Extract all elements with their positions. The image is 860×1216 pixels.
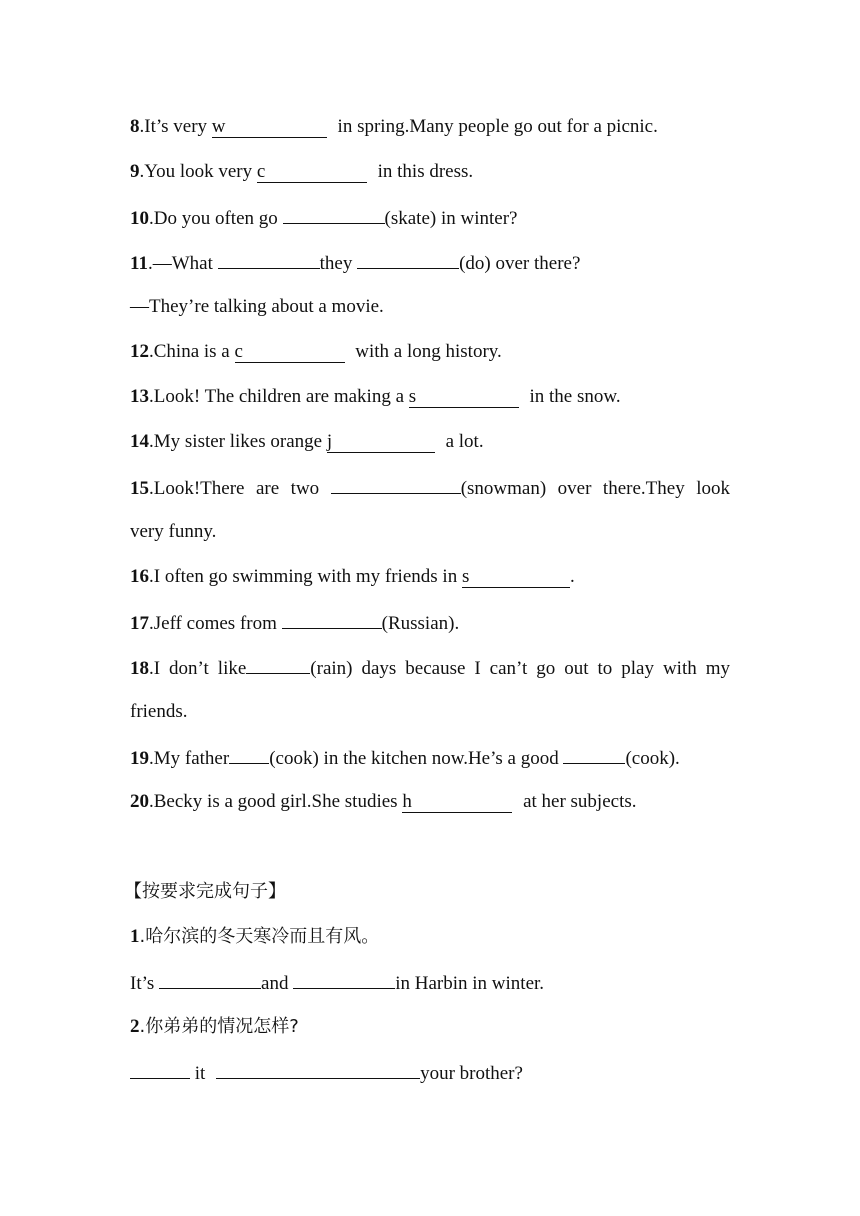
sentence-text: and: [261, 973, 294, 994]
answer-blank[interactable]: [357, 248, 459, 269]
answer-blank[interactable]: [293, 968, 395, 989]
question-number: 16: [130, 566, 149, 587]
question-number: 19: [130, 748, 149, 769]
answer-blank[interactable]: [216, 1058, 420, 1079]
question-text: (cook).: [625, 748, 680, 769]
question-10: [130, 203, 730, 231]
question-text: .You look very: [139, 161, 257, 182]
sentence-2-answer: [130, 1058, 730, 1086]
question-text: in spring.Many people go out for a picnic.: [332, 116, 658, 137]
question-text: .—What: [147, 253, 218, 274]
question-text: .My sister likes orange: [149, 431, 327, 452]
sentence-number: 2: [130, 1016, 140, 1037]
answer-blank[interactable]: [409, 387, 519, 408]
answer-blank[interactable]: [235, 342, 345, 363]
question-number: 12: [130, 341, 149, 362]
question-number: 20: [130, 791, 149, 812]
section-heading: 【按要求完成句子】: [124, 881, 286, 902]
answer-blank[interactable]: [159, 968, 261, 989]
chinese-prompt: .哈尔滨的冬天寒冷而且有风。: [139, 926, 380, 947]
question-text: .Look!There are two: [149, 478, 331, 499]
question-number: 18: [130, 658, 149, 679]
question-number: 9: [130, 161, 140, 182]
question-19: [130, 743, 730, 771]
question-9: [130, 158, 730, 186]
sentence-text: in Harbin in winter.: [395, 973, 545, 994]
answer-blank[interactable]: [257, 162, 367, 183]
question-number: 8: [130, 116, 140, 137]
question-15-continued: very funny.: [130, 521, 217, 542]
question-text: .It’s very: [139, 116, 212, 137]
question-text: .I don’t like: [149, 658, 247, 679]
question-text: (do) over there?: [459, 253, 581, 274]
question-number: 13: [130, 386, 149, 407]
question-20: [130, 788, 730, 816]
question-14: [130, 428, 730, 456]
answer-blank[interactable]: [246, 653, 310, 674]
question-text: .I often go swimming with my friends in: [149, 566, 462, 587]
hint-letter: h: [402, 791, 412, 812]
question-text: they: [319, 253, 358, 274]
question-text: .China is a: [149, 341, 235, 362]
question-text: (Russian).: [381, 613, 460, 634]
question-text: in the snow.: [524, 386, 621, 407]
question-12: [130, 338, 730, 366]
answer-blank[interactable]: [282, 608, 382, 629]
answer-blank[interactable]: [283, 203, 385, 224]
answer-blank[interactable]: [563, 743, 625, 764]
sentence-text: It’s: [130, 973, 160, 994]
sentence-1-answer: [130, 968, 730, 996]
question-text: .Jeff comes from: [149, 613, 282, 634]
question-number: 15: [130, 478, 149, 499]
chinese-prompt: .你弟弟的情况怎样?: [139, 1016, 299, 1037]
sentence-1-prompt: [130, 923, 730, 951]
question-text: .Becky is a good girl.She studies: [149, 791, 403, 812]
sentence-number: 1: [130, 926, 140, 947]
question-text: .Look! The children are making a: [149, 386, 409, 407]
question-8: [130, 113, 730, 141]
hint-letter: j: [326, 431, 333, 452]
hint-letter: s: [408, 386, 417, 407]
question-number: 14: [130, 431, 149, 452]
question-17: [130, 608, 730, 636]
question-text: .: [569, 566, 575, 587]
question-11-answer: —They’re talking about a movie.: [130, 296, 384, 317]
answer-blank[interactable]: [402, 792, 512, 813]
question-number: 11: [130, 253, 148, 274]
question-16: [130, 563, 730, 591]
question-18: [130, 653, 730, 681]
answer-blank[interactable]: [462, 567, 570, 588]
hint-letter: w: [211, 116, 226, 137]
question-11: [130, 248, 730, 276]
question-text: in this dress.: [372, 161, 474, 182]
question-text: (rain) days because I can’t go out to play with my: [310, 658, 730, 679]
sentence-text: it: [190, 1063, 211, 1084]
answer-blank[interactable]: [212, 117, 327, 138]
question-text: (skate) in winter?: [384, 208, 518, 229]
answer-blank[interactable]: [218, 248, 320, 269]
hint-letter: s: [461, 566, 470, 587]
hint-letter: c: [234, 341, 243, 362]
question-text: a lot.: [440, 431, 484, 452]
answer-blank[interactable]: [130, 1058, 190, 1079]
answer-blank[interactable]: [331, 473, 461, 494]
question-13: [130, 383, 730, 411]
hint-letter: c: [256, 161, 266, 182]
question-number: 10: [130, 208, 149, 229]
question-15: [130, 473, 730, 501]
sentence-2-prompt: [130, 1013, 730, 1041]
answer-blank[interactable]: [327, 432, 435, 453]
question-text: .Do you often go: [149, 208, 283, 229]
question-18-continued: friends.: [130, 701, 188, 722]
question-text: with a long history.: [350, 341, 502, 362]
question-number: 17: [130, 613, 149, 634]
sentence-text: your brother?: [420, 1063, 523, 1084]
question-text: at her subjects.: [518, 791, 637, 812]
question-text: (snowman) over there.They look: [460, 478, 730, 499]
question-text: .My father: [149, 748, 230, 769]
question-text: (cook) in the kitchen now.He’s a good: [269, 748, 564, 769]
answer-blank[interactable]: [229, 743, 269, 764]
